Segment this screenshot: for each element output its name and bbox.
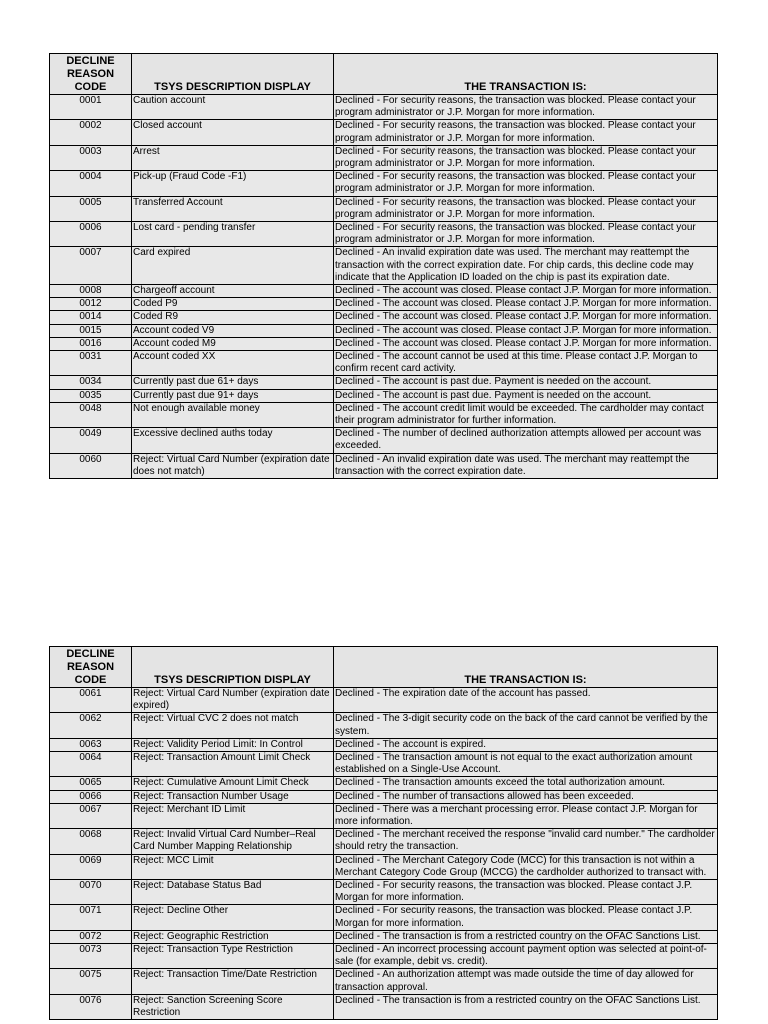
decline-codes-table-2 <box>49 646 718 1020</box>
tsys-description-cell: Reject: Virtual Card Number (expiration date does not match) <box>132 453 334 478</box>
header-tsys-description: TSYS DESCRIPTION DISPLAY <box>132 647 334 688</box>
tsys-description-cell: Reject: Sanction Screening Score Restriction <box>132 994 334 1019</box>
tsys-description-cell: Transferred Account <box>132 196 334 221</box>
transaction-result-cell: Declined - The transaction is from a restricted country on the OFAC Sanctions List. <box>334 994 718 1019</box>
tsys-description-cell: Account coded M9 <box>132 337 334 350</box>
tsys-description-cell: Reject: Virtual CVC 2 does not match <box>132 713 334 738</box>
decline-code-cell: 0075 <box>50 969 132 994</box>
tsys-description-cell: Account coded XX <box>132 351 334 376</box>
decline-code-cell: 0048 <box>50 402 132 427</box>
tsys-description-cell: Reject: Transaction Number Usage <box>132 790 334 803</box>
decline-code-cell: 0015 <box>50 324 132 337</box>
tsys-description-cell: Reject: Geographic Restriction <box>132 930 334 943</box>
table-row <box>50 829 718 854</box>
tsys-description-cell: Chargeoff account <box>132 285 334 298</box>
tsys-description-cell: Card expired <box>132 247 334 285</box>
tsys-description-cell: Reject: Transaction Time/Date Restriction <box>132 969 334 994</box>
transaction-result-cell: Declined - The transaction amount is not equal to the exact authorization amount established on a Single-Use Account. <box>334 752 718 777</box>
decline-code-cell: 0002 <box>50 120 132 145</box>
transaction-result-cell: Declined - The account was closed. Please contact J.P. Morgan for more information. <box>334 337 718 350</box>
decline-code-cell: 0064 <box>50 752 132 777</box>
table-row <box>50 196 718 221</box>
decline-code-cell: 0070 <box>50 880 132 905</box>
decline-code-cell: 0061 <box>50 688 132 713</box>
table-row <box>50 285 718 298</box>
tsys-description-cell: Caution account <box>132 95 334 120</box>
table-row <box>50 738 718 751</box>
table-row <box>50 752 718 777</box>
decline-code-cell: 0035 <box>50 389 132 402</box>
table-row <box>50 790 718 803</box>
transaction-result-cell: Declined - The account credit limit would be exceeded. The cardholder may contact their program administrator for further information. <box>334 402 718 427</box>
transaction-result-cell: Declined - The number of transactions allowed has been exceeded. <box>334 790 718 803</box>
tsys-description-cell: Closed account <box>132 120 334 145</box>
header-transaction-is: THE TRANSACTION IS: <box>334 54 718 95</box>
transaction-result-cell: Declined - For security reasons, the transaction was blocked. Please contact your program administrator or J.P. Morgan for more information. <box>334 171 718 196</box>
transaction-result-cell: Declined - The Merchant Category Code (MCC) for this transaction is not within a Merchant Category Code Group (MCCG) the cardholder authorized to transact with. <box>334 854 718 879</box>
transaction-result-cell: Declined - The account was closed. Please contact J.P. Morgan for more information. <box>334 298 718 311</box>
table-row <box>50 453 718 478</box>
decline-code-cell: 0012 <box>50 298 132 311</box>
table-row <box>50 376 718 389</box>
decline-code-cell: 0071 <box>50 905 132 930</box>
table-row <box>50 247 718 285</box>
transaction-result-cell: Declined - The account was closed. Please contact J.P. Morgan for more information. <box>334 285 718 298</box>
transaction-result-cell: Declined - For security reasons, the transaction was blocked. Please contact your program administrator or J.P. Morgan for more information. <box>334 196 718 221</box>
decline-codes-table-1 <box>49 53 718 479</box>
table-row <box>50 969 718 994</box>
tsys-description-cell: Currently past due 91+ days <box>132 389 334 402</box>
decline-code-cell: 0068 <box>50 829 132 854</box>
table-row <box>50 944 718 969</box>
transaction-result-cell: Declined - For security reasons, the transaction was blocked. Please contact J.P. Morgan for more information. <box>334 880 718 905</box>
transaction-result-cell: Declined - The account cannot be used at this time. Please contact J.P. Morgan to confirm recent card activity. <box>334 351 718 376</box>
header-row <box>50 647 718 688</box>
decline-code-cell: 0016 <box>50 337 132 350</box>
tsys-description-cell: Reject: Transaction Type Restriction <box>132 944 334 969</box>
table-header <box>50 54 718 95</box>
decline-code-cell: 0003 <box>50 145 132 170</box>
table-row <box>50 854 718 879</box>
decline-code-cell: 0066 <box>50 790 132 803</box>
decline-code-cell: 0008 <box>50 285 132 298</box>
table-row <box>50 95 718 120</box>
table-row <box>50 222 718 247</box>
table-row <box>50 389 718 402</box>
decline-code-cell: 0073 <box>50 944 132 969</box>
tsys-description-cell: Reject: MCC Limit <box>132 854 334 879</box>
tsys-description-cell: Currently past due 61+ days <box>132 376 334 389</box>
table-row <box>50 803 718 828</box>
transaction-result-cell: Declined - The 3-digit security code on the back of the card cannot be verified by the system. <box>334 713 718 738</box>
tsys-description-cell: Lost card - pending transfer <box>132 222 334 247</box>
transaction-result-cell: Declined - For security reasons, the transaction was blocked. Please contact your program administrator or J.P. Morgan for more information. <box>334 120 718 145</box>
transaction-result-cell: Declined - For security reasons, the transaction was blocked. Please contact your program administrator or J.P. Morgan for more information. <box>334 222 718 247</box>
table-row <box>50 351 718 376</box>
transaction-result-cell: Declined - The account was closed. Please contact J.P. Morgan for more information. <box>334 324 718 337</box>
transaction-result-cell: Declined - For security reasons, the transaction was blocked. Please contact J.P. Morgan for more information. <box>334 905 718 930</box>
transaction-result-cell: Declined - The merchant received the response "invalid card number." The cardholder should retry the transaction. <box>334 829 718 854</box>
transaction-result-cell: Declined - The account is past due. Payment is needed on the account. <box>334 376 718 389</box>
decline-code-cell: 0007 <box>50 247 132 285</box>
table-row <box>50 402 718 427</box>
transaction-result-cell: Declined - The account is expired. <box>334 738 718 751</box>
decline-code-cell: 0063 <box>50 738 132 751</box>
transaction-result-cell: Declined - For security reasons, the transaction was blocked. Please contact your program administrator or J.P. Morgan for more information. <box>334 95 718 120</box>
transaction-result-cell: Declined - The expiration date of the account has passed. <box>334 688 718 713</box>
tsys-description-cell: Excessive declined auths today <box>132 428 334 453</box>
table-row <box>50 428 718 453</box>
decline-code-cell: 0067 <box>50 803 132 828</box>
header-decline-reason-code: DECLINE REASON CODE <box>50 647 132 688</box>
transaction-result-cell: Declined - An incorrect processing account payment option was selected at point-of-sale (for example, debit vs. credit). <box>334 944 718 969</box>
table-row <box>50 120 718 145</box>
decline-code-cell: 0034 <box>50 376 132 389</box>
tsys-description-cell: Reject: Transaction Amount Limit Check <box>132 752 334 777</box>
transaction-result-cell: Declined - There was a merchant processing error. Please contact J.P. Morgan for more information. <box>334 803 718 828</box>
table-row <box>50 311 718 324</box>
transaction-result-cell: Declined - The transaction is from a restricted country on the OFAC Sanctions List. <box>334 930 718 943</box>
table-row <box>50 145 718 170</box>
header-transaction-is: THE TRANSACTION IS: <box>334 647 718 688</box>
decline-code-cell: 0014 <box>50 311 132 324</box>
table-row <box>50 994 718 1019</box>
decline-code-cell: 0031 <box>50 351 132 376</box>
decline-code-cell: 0069 <box>50 854 132 879</box>
header-row <box>50 54 718 95</box>
tsys-description-cell: Coded P9 <box>132 298 334 311</box>
decline-code-cell: 0004 <box>50 171 132 196</box>
decline-code-cell: 0062 <box>50 713 132 738</box>
tsys-description-cell: Reject: Decline Other <box>132 905 334 930</box>
decline-code-cell: 0005 <box>50 196 132 221</box>
decline-code-cell: 0049 <box>50 428 132 453</box>
transaction-result-cell: Declined - For security reasons, the transaction was blocked. Please contact your program administrator or J.P. Morgan for more information. <box>334 145 718 170</box>
transaction-result-cell: Declined - The account was closed. Please contact J.P. Morgan for more information. <box>334 311 718 324</box>
table-row <box>50 713 718 738</box>
table-row <box>50 688 718 713</box>
table-body <box>50 95 718 479</box>
tsys-description-cell: Arrest <box>132 145 334 170</box>
tsys-description-cell: Not enough available money <box>132 402 334 427</box>
table-row <box>50 777 718 790</box>
transaction-result-cell: Declined - An authorization attempt was made outside the time of day allowed for transaction approval. <box>334 969 718 994</box>
table-row <box>50 880 718 905</box>
tsys-description-cell: Reject: Merchant ID Limit <box>132 803 334 828</box>
table-row <box>50 171 718 196</box>
tsys-description-cell: Reject: Validity Period Limit: In Control <box>132 738 334 751</box>
decline-code-cell: 0060 <box>50 453 132 478</box>
header-tsys-description: TSYS DESCRIPTION DISPLAY <box>132 54 334 95</box>
decline-code-cell: 0076 <box>50 994 132 1019</box>
tsys-description-cell: Coded R9 <box>132 311 334 324</box>
tsys-description-cell: Reject: Cumulative Amount Limit Check <box>132 777 334 790</box>
table-row <box>50 324 718 337</box>
tsys-description-cell: Reject: Database Status Bad <box>132 880 334 905</box>
table-row <box>50 337 718 350</box>
header-decline-reason-code: DECLINE REASON CODE <box>50 54 132 95</box>
table-row <box>50 298 718 311</box>
transaction-result-cell: Declined - An invalid expiration date was used. The merchant may reattempt the transaction with the correct expiration date. For chip cards, this decline code may indicate that the Application ID loaded on the chip is past its expiration date. <box>334 247 718 285</box>
transaction-result-cell: Declined - The account is past due. Payment is needed on the account. <box>334 389 718 402</box>
decline-code-cell: 0065 <box>50 777 132 790</box>
decline-code-cell: 0006 <box>50 222 132 247</box>
table-row <box>50 905 718 930</box>
transaction-result-cell: Declined - The number of declined authorization attempts allowed per account was exceeded. <box>334 428 718 453</box>
decline-code-cell: 0072 <box>50 930 132 943</box>
tsys-description-cell: Reject: Virtual Card Number (expiration date expired) <box>132 688 334 713</box>
transaction-result-cell: Declined - An invalid expiration date was used. The merchant may reattempt the transaction with the correct expiration date. <box>334 453 718 478</box>
tsys-description-cell: Reject: Invalid Virtual Card Number–Real Card Number Mapping Relationship <box>132 829 334 854</box>
decline-code-cell: 0001 <box>50 95 132 120</box>
table-row <box>50 930 718 943</box>
transaction-result-cell: Declined - The transaction amounts exceed the total authorization amount. <box>334 777 718 790</box>
tsys-description-cell: Pick-up (Fraud Code -F1) <box>132 171 334 196</box>
table-header <box>50 647 718 688</box>
table-body <box>50 688 718 1020</box>
tsys-description-cell: Account coded V9 <box>132 324 334 337</box>
